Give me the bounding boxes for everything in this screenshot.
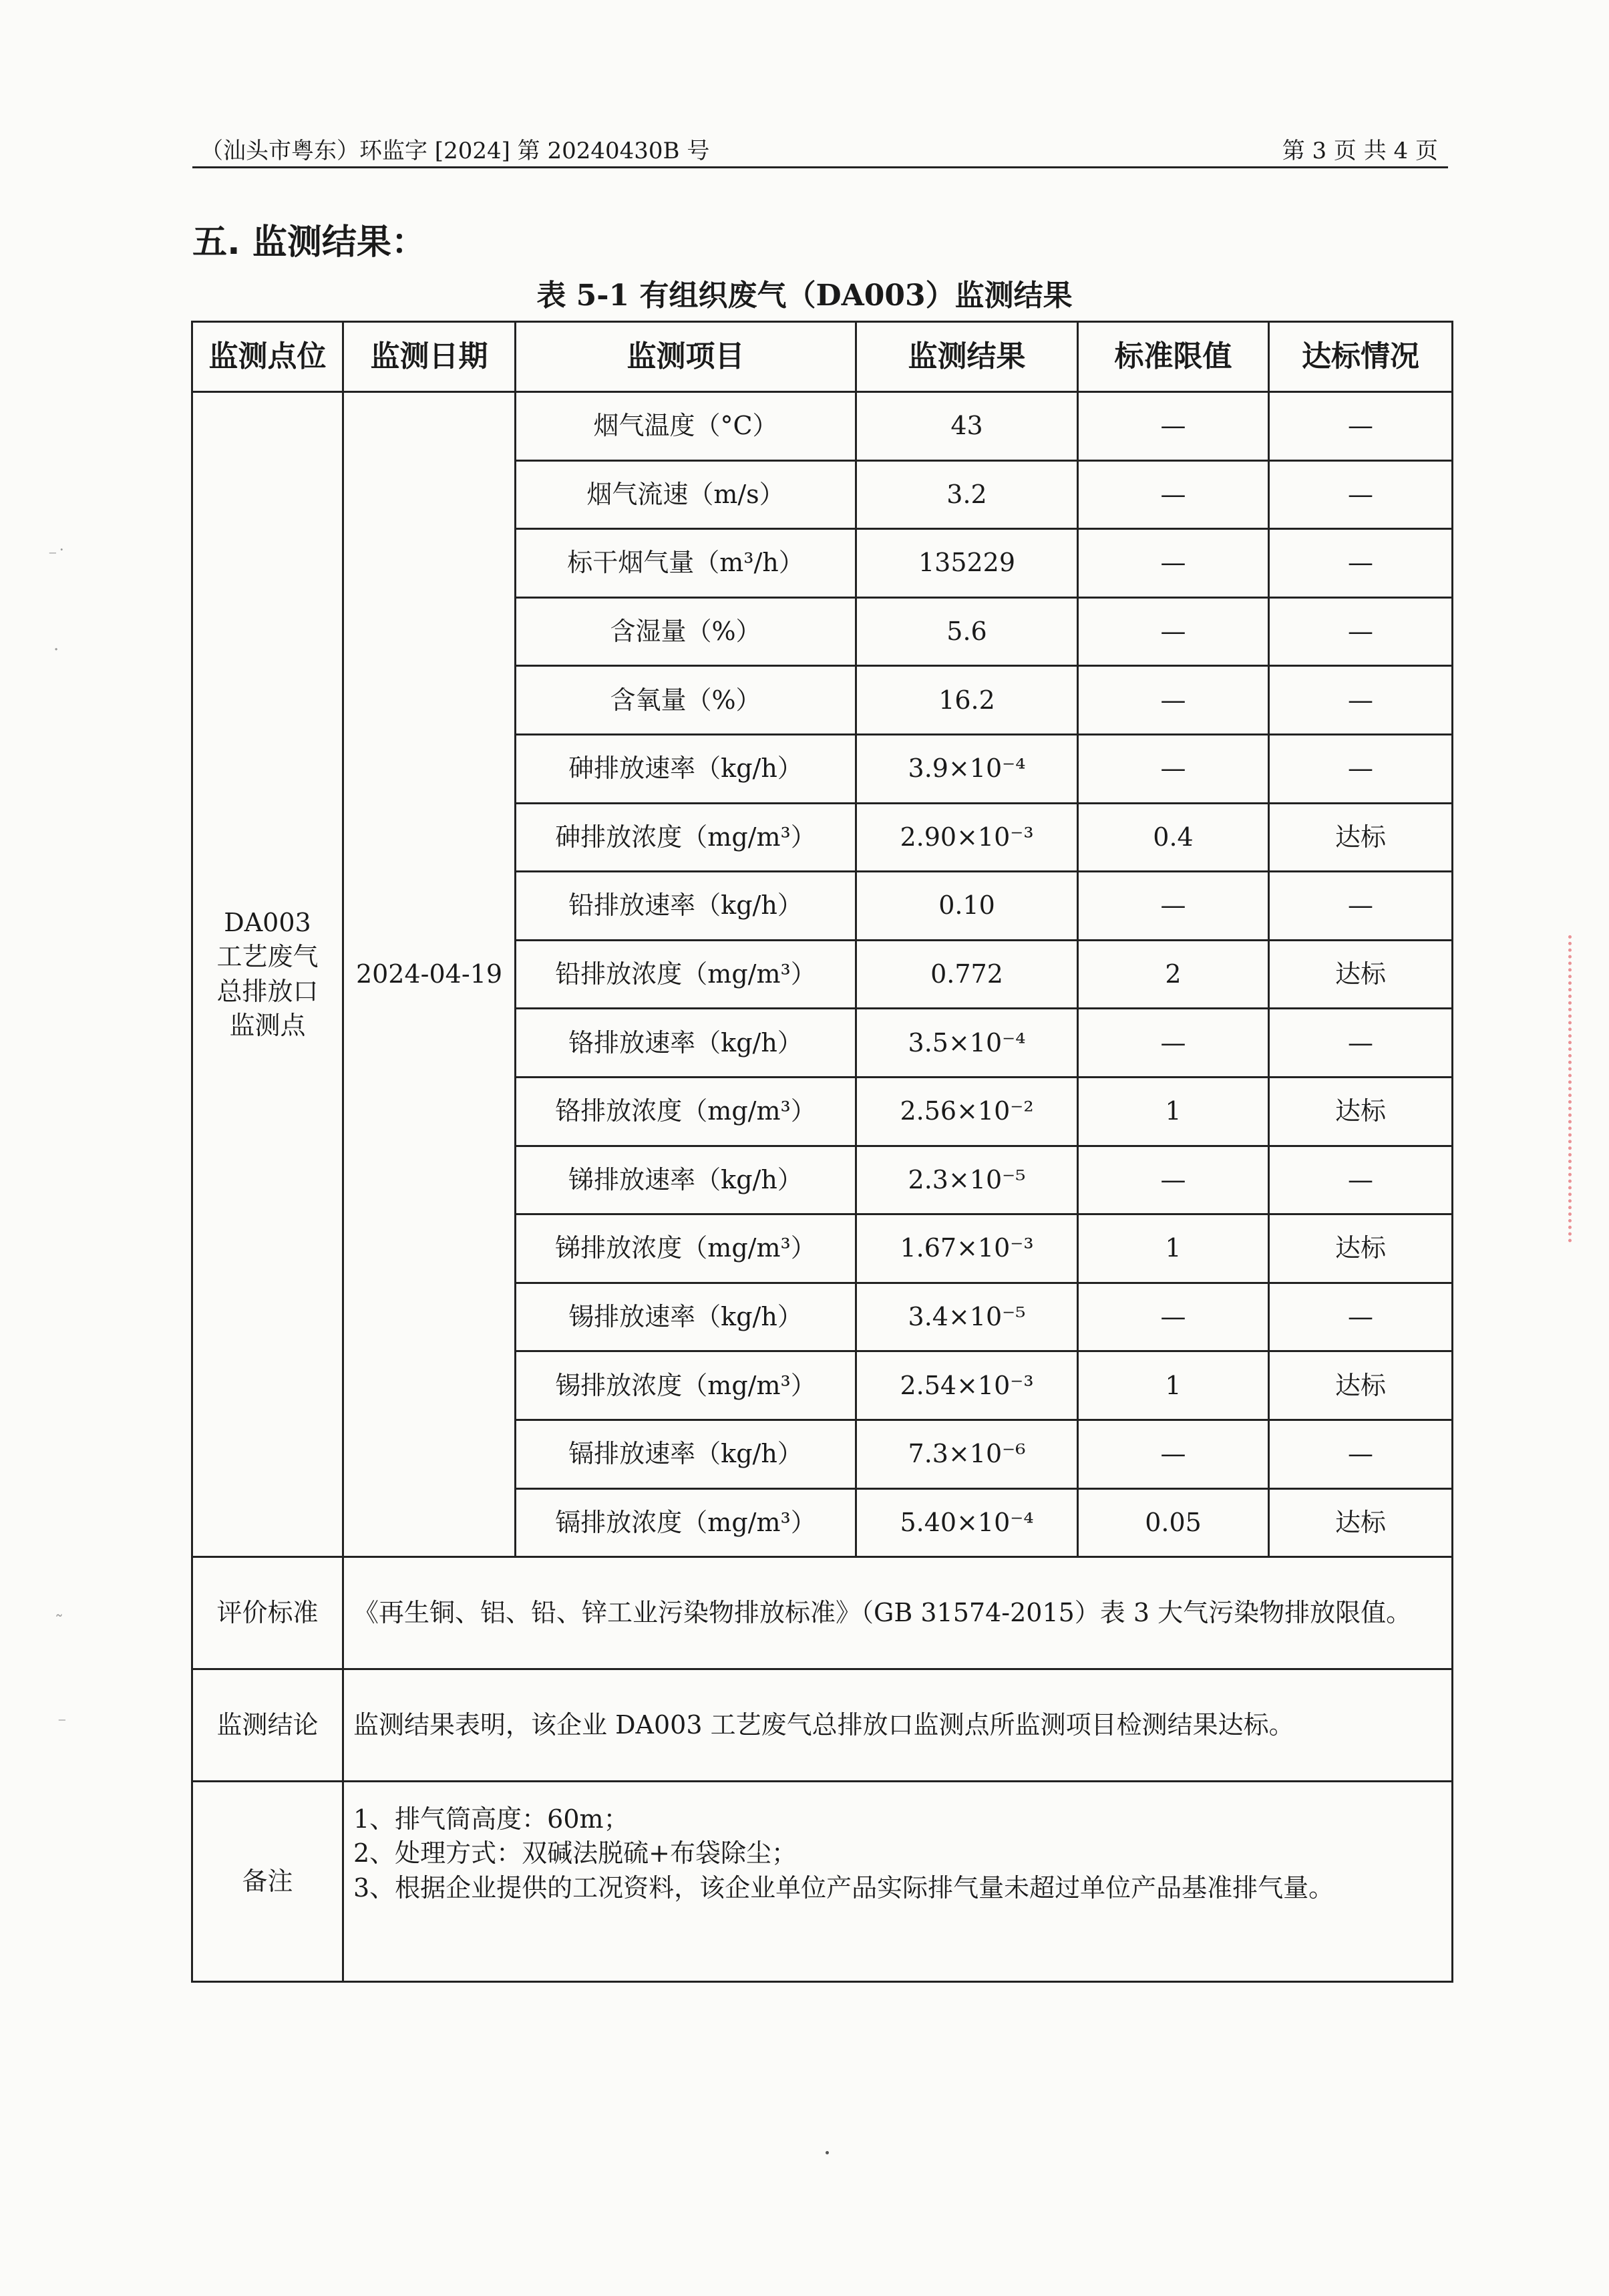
standard-limit: — bbox=[1077, 1145, 1270, 1216]
monitoring-result: 5.6 bbox=[855, 597, 1079, 667]
monitoring-result: 2.56×10⁻² bbox=[855, 1076, 1079, 1147]
header-location: 监测点位 bbox=[191, 321, 344, 393]
remark-line: 2、处理方式：双碱法脱硫+布袋除尘； bbox=[353, 1838, 797, 1868]
evaluation-label: 评价标准 bbox=[191, 1556, 344, 1670]
monitoring-result: 3.5×10⁻⁴ bbox=[855, 1007, 1079, 1078]
header-item: 监测项目 bbox=[514, 321, 857, 393]
monitoring-item: 铅排放速率（kg/h） bbox=[514, 870, 857, 941]
header-date: 监测日期 bbox=[342, 321, 516, 393]
monitoring-location: DA003 工艺废气 总排放口 监测点 bbox=[191, 391, 344, 1558]
compliance-status: — bbox=[1268, 460, 1453, 530]
standard-limit: — bbox=[1077, 460, 1270, 530]
compliance-status: — bbox=[1268, 1007, 1453, 1078]
standard-limit: 0.4 bbox=[1077, 802, 1270, 873]
monitoring-item: 标干烟气量（m³/h） bbox=[514, 528, 857, 599]
standard-limit: 1 bbox=[1077, 1076, 1270, 1147]
standard-limit: — bbox=[1077, 391, 1270, 462]
monitoring-result: 2.54×10⁻³ bbox=[855, 1350, 1079, 1421]
monitoring-result: 3.4×10⁻⁵ bbox=[855, 1282, 1079, 1353]
evaluation-text: 《再生铜、铝、铅、锌工业污染物排放标准》（GB 31574-2015）表 3 大气污染物排放限值。 bbox=[342, 1556, 1453, 1670]
remark-line: 1、排气筒高度：60m； bbox=[353, 1804, 629, 1834]
header-result: 监测结果 bbox=[855, 321, 1079, 393]
monitoring-result: 3.9×10⁻⁴ bbox=[855, 733, 1079, 804]
standard-limit: — bbox=[1077, 528, 1270, 599]
compliance-status: — bbox=[1268, 1419, 1453, 1490]
monitoring-result: 5.40×10⁻⁴ bbox=[855, 1488, 1079, 1559]
monitoring-result: 135229 bbox=[855, 528, 1079, 599]
monitoring-result: 16.2 bbox=[855, 665, 1079, 735]
header-status: 达标情况 bbox=[1268, 321, 1453, 393]
monitoring-result: 1.67×10⁻³ bbox=[855, 1213, 1079, 1284]
monitoring-result: 43 bbox=[855, 391, 1079, 462]
monitoring-item: 烟气流速（m/s） bbox=[514, 460, 857, 530]
compliance-status: — bbox=[1268, 391, 1453, 462]
scan-dot bbox=[826, 2151, 829, 2154]
page-info: 第 3 页 共 4 页 bbox=[1282, 138, 1438, 164]
monitoring-item: 铅排放浓度（mg/m³） bbox=[514, 939, 857, 1010]
monitoring-item: 锑排放速率（kg/h） bbox=[514, 1145, 857, 1216]
standard-limit: — bbox=[1077, 1282, 1270, 1353]
compliance-status: — bbox=[1268, 1282, 1453, 1353]
standard-limit: 1 bbox=[1077, 1213, 1270, 1284]
scan-mark: ˜ bbox=[55, 1613, 63, 1633]
monitoring-item: 锑排放浓度（mg/m³） bbox=[514, 1213, 857, 1284]
monitoring-result: 3.2 bbox=[855, 460, 1079, 530]
remark-line: 3、根据企业提供的工况资料，该企业单位产品实际排气量未超过单位产品基准排气量。 bbox=[353, 1872, 1334, 1903]
compliance-status: — bbox=[1268, 733, 1453, 804]
monitoring-item: 铬排放速率（kg/h） bbox=[514, 1007, 857, 1078]
standard-limit: — bbox=[1077, 597, 1270, 667]
standard-limit: 0.05 bbox=[1077, 1488, 1270, 1559]
conclusion-text: 监测结果表明，该企业 DA003 工艺废气总排放口监测点所监测项目检测结果达标。 bbox=[342, 1668, 1453, 1782]
standard-limit: — bbox=[1077, 1419, 1270, 1490]
header-divider bbox=[192, 166, 1448, 168]
conclusion-label: 监测结论 bbox=[191, 1668, 344, 1782]
compliance-status: — bbox=[1268, 528, 1453, 599]
compliance-status: — bbox=[1268, 1145, 1453, 1216]
scan-mark: ⁻ bbox=[57, 1713, 67, 1734]
red-stamp-edge bbox=[1568, 935, 1609, 1243]
compliance-status: 达标 bbox=[1268, 802, 1453, 873]
section-title: 五. 监测结果： bbox=[192, 222, 426, 263]
monitoring-item: 镉排放速率（kg/h） bbox=[514, 1419, 857, 1490]
compliance-status: — bbox=[1268, 665, 1453, 735]
monitoring-item: 锡排放速率（kg/h） bbox=[514, 1282, 857, 1353]
compliance-status: — bbox=[1268, 870, 1453, 941]
monitoring-item: 含氧量（%） bbox=[514, 665, 857, 735]
standard-limit: — bbox=[1077, 665, 1270, 735]
doc-reference: （汕头市粤东）环监字 [2024] 第 20240430B 号 bbox=[200, 138, 710, 164]
monitoring-result: 2.90×10⁻³ bbox=[855, 802, 1079, 873]
compliance-status: 达标 bbox=[1268, 1213, 1453, 1284]
monitoring-result: 2.3×10⁻⁵ bbox=[855, 1145, 1079, 1216]
monitoring-item: 镉排放浓度（mg/m³） bbox=[514, 1488, 857, 1559]
monitoring-date: 2024-04-19 bbox=[342, 391, 516, 1558]
monitoring-item: 砷排放浓度（mg/m³） bbox=[514, 802, 857, 873]
compliance-status: 达标 bbox=[1268, 1076, 1453, 1147]
monitoring-item: 含湿量（%） bbox=[514, 597, 857, 667]
compliance-status: — bbox=[1268, 597, 1453, 667]
monitoring-item: 烟气温度（°C） bbox=[514, 391, 857, 462]
header-limit: 标准限值 bbox=[1077, 321, 1270, 393]
compliance-status: 达标 bbox=[1268, 1350, 1453, 1421]
scan-mark: ⁻˙ bbox=[48, 546, 66, 566]
standard-limit: 2 bbox=[1077, 939, 1270, 1010]
monitoring-item: 砷排放速率（kg/h） bbox=[514, 733, 857, 804]
monitoring-item: 铬排放浓度（mg/m³） bbox=[514, 1076, 857, 1147]
scan-mark: · bbox=[53, 640, 59, 660]
remarks-block bbox=[342, 1780, 1453, 1983]
standard-limit: — bbox=[1077, 733, 1270, 804]
compliance-status: 达标 bbox=[1268, 1488, 1453, 1559]
table-caption: 表 5-1 有组织废气（DA003）监测结果 bbox=[536, 279, 1073, 313]
remarks-label: 备注 bbox=[191, 1780, 344, 1983]
monitoring-result: 0.772 bbox=[855, 939, 1079, 1010]
monitoring-result: 7.3×10⁻⁶ bbox=[855, 1419, 1079, 1490]
monitoring-result: 0.10 bbox=[855, 870, 1079, 941]
standard-limit: — bbox=[1077, 870, 1270, 941]
standard-limit: — bbox=[1077, 1007, 1270, 1078]
compliance-status: 达标 bbox=[1268, 939, 1453, 1010]
monitoring-item: 锡排放浓度（mg/m³） bbox=[514, 1350, 857, 1421]
standard-limit: 1 bbox=[1077, 1350, 1270, 1421]
